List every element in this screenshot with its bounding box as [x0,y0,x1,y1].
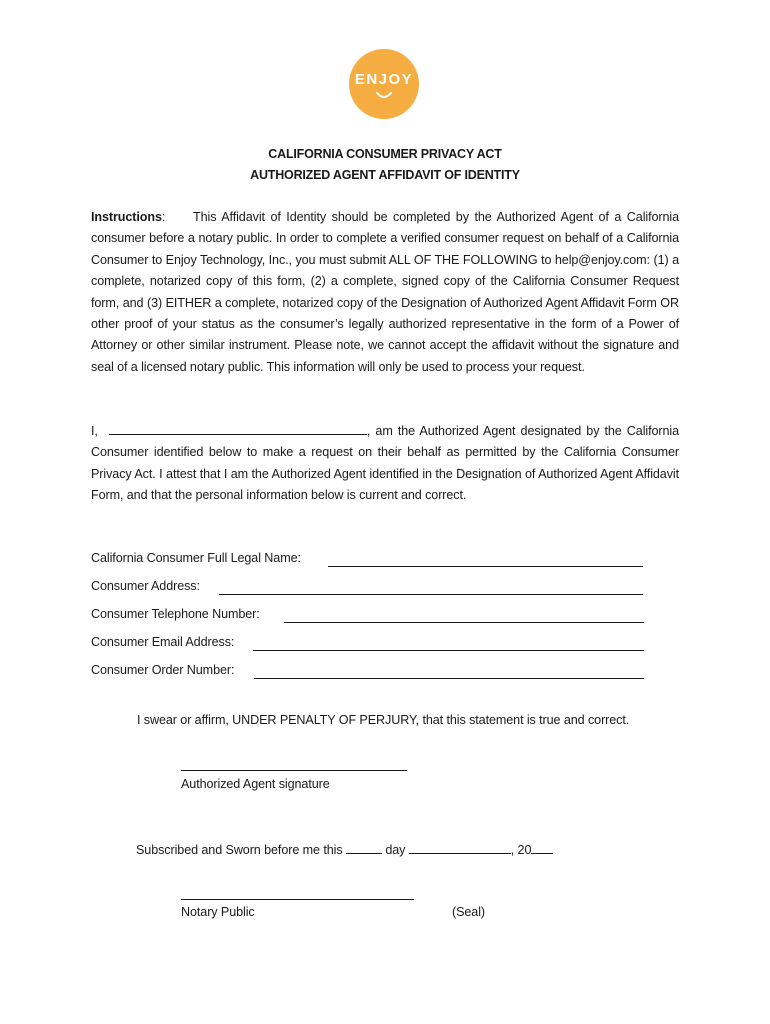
sworn-year-prefix: , 20 [510,843,532,857]
title-line-1: CALIFORNIA CONSUMER PRIVACY ACT [268,147,502,161]
attestation-paragraph [91,421,679,507]
telephone-field[interactable] [284,622,644,623]
order-number-field[interactable] [254,678,644,679]
email-field[interactable] [253,650,644,651]
agent-signature-label: Authorized Agent signature [181,777,330,791]
agent-signature-line[interactable] [181,770,407,771]
instructions-label: Instructions [91,210,162,224]
notary-public-label: Notary Public [181,905,255,919]
sworn-day-label: day [385,843,406,857]
sworn-prefix: Subscribed and Sworn before me this [136,843,343,857]
logo-text: ENJOY [354,71,414,88]
telephone-label: Consumer Telephone Number: [91,607,260,621]
full-name-field[interactable] [328,566,643,567]
title-line-2: AUTHORIZED AGENT AFFIDAVIT OF IDENTITY [250,168,520,182]
sworn-month-field[interactable] [409,841,511,854]
sworn-statement [136,841,553,857]
enjoy-logo [349,49,419,119]
attestation-text: , am the Authorized Agent designated by the California Consumer identified below to make a request on their behalf as permitted by the California Consumer Privacy Act. I attest that I am the Authorized Agent identified in the Designation of Authorized Agent Affidavit Form, and that the personal information below is current and correct. [91,424,679,503]
smile-icon [376,92,392,100]
instructions-paragraph [91,207,679,378]
oath-statement: I swear or affirm, UNDER PENALTY OF PERJURY, that this statement is true and correct. [137,713,630,727]
attestation-prefix: I, [91,424,98,438]
sworn-day-field[interactable] [346,841,382,854]
instructions-colon: : [161,210,166,224]
order-number-label: Consumer Order Number: [91,663,235,677]
seal-label: (Seal) [452,905,485,919]
address-field[interactable] [219,594,643,595]
address-label: Consumer Address: [91,579,200,593]
email-label: Consumer Email Address: [91,635,235,649]
sworn-year-field[interactable] [531,841,553,854]
agent-name-field[interactable] [109,422,367,435]
notary-signature-line[interactable] [181,899,414,900]
full-name-label: California Consumer Full Legal Name: [91,551,301,565]
instructions-text: This Affidavit of Identity should be completed by the Authorized Agent of a California consumer before a notary public. In order to complete a verified consumer request on behalf of a California Consumer to Enjoy Technology, Inc., you must submit ALL OF THE FOLLOWING to help@enjoy.com: (1) a complete, notarized copy of this form, (2) a complete, signed copy of the California Consumer Request form, and (3) EITHER a complete, notarized copy of the Designation of Authorized Agent Affidavit Form OR other proof of your status as the consumer’s legally authorized representative in the form of a Power of Attorney or other similar instrument. Please note, we cannot accept the affidavit without the signature and seal of a licensed notary public. This information will only be used to process your request. [91,210,679,374]
